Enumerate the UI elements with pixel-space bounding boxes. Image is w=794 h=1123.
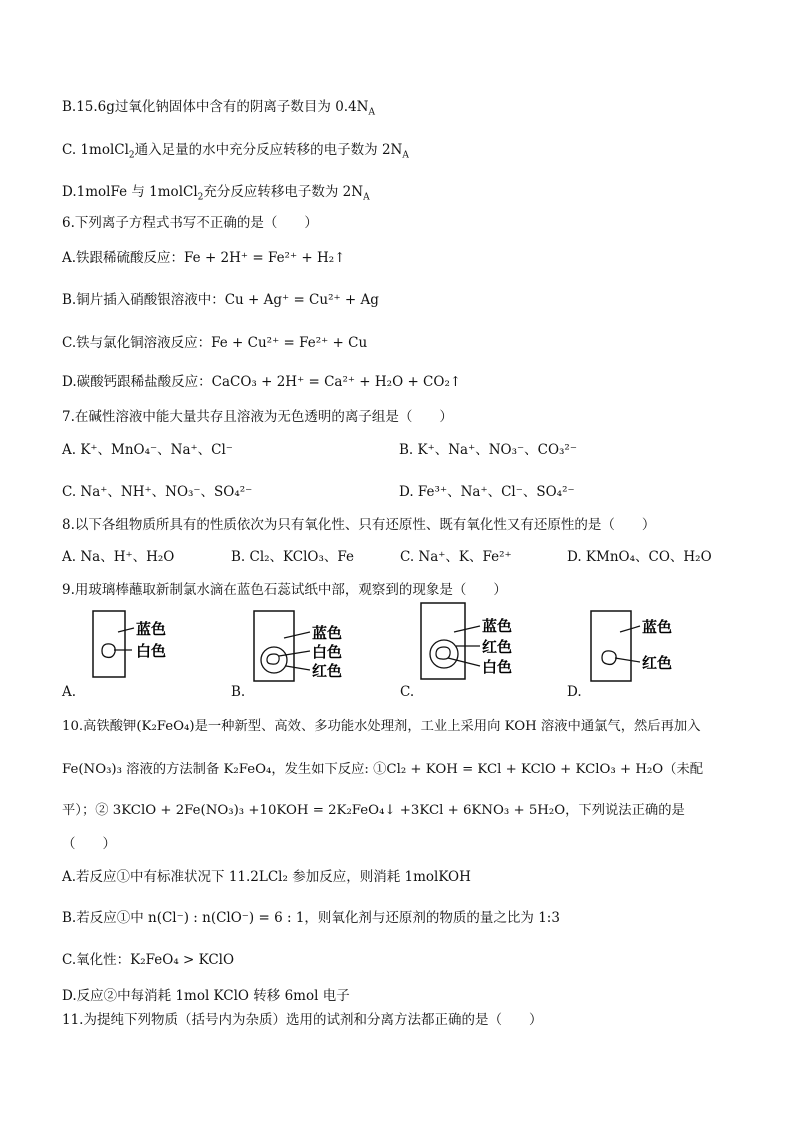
q6-option-c: C.铁与氯化铜溶液反应：Fe + Cu²⁺ = Fe²⁺ + Cu xyxy=(62,335,368,351)
q8-option-c: C. Na⁺、K、Fe²⁺ xyxy=(400,549,512,565)
test-paper-c xyxy=(420,602,530,682)
fig-c-label-2: 红色 xyxy=(482,638,513,656)
q6-stem: 6.下列离子方程式书写不正确的是（ ） xyxy=(62,215,318,231)
q7-option-a: A. K⁺、MnO₄⁻、Na⁺、Cl⁻ xyxy=(62,442,233,458)
q10-option-c: C.氧化性：K₂FeO₄ > KClO xyxy=(62,952,235,968)
q8-stem: 8.以下各组物质所具有的性质依次为只有氧化性、只有还原性、既有氧化性又有还原性的是（ ） xyxy=(62,517,656,533)
q10-stem-line1: 10.高铁酸钾(K₂FeO₄)是一种新型、高效、多功能水处理剂，工业上采用向 KOH 溶液中通氯气，然后再加入 xyxy=(62,719,701,734)
q9-figure-c xyxy=(420,602,530,682)
q8-option-a: A. Na、H⁺、H₂O xyxy=(62,549,175,565)
q9-stem: 9.用玻璃棒蘸取新制氯水滴在蓝色石蕊试纸中部，观察到的现象是（ ） xyxy=(62,582,507,598)
q11-stem: 11.为提纯下列物质（括号内为杂质）选用的试剂和分离方法都正确的是（ ） xyxy=(62,1012,543,1028)
q6-option-b: B.铜片插入硝酸银溶液中：Cu + Ag⁺ = Cu²⁺ + Ag xyxy=(62,292,379,308)
test-paper-d xyxy=(590,610,700,684)
q9-label-c: C. xyxy=(400,684,415,700)
fig-b-label-3: 红色 xyxy=(312,662,343,680)
fig-d-label-2: 红色 xyxy=(642,654,673,672)
q9-label-d: D. xyxy=(567,684,582,700)
q8-option-d: D. KMnO₄、CO、H₂O xyxy=(567,549,712,565)
q9-figure-d xyxy=(590,610,700,684)
q9-label-a: A. xyxy=(62,684,77,700)
fig-a-label-1: 蓝色 xyxy=(136,620,167,638)
q9-figure-a xyxy=(92,610,202,680)
q5-option-d: D.1molFe 与 1molCl$_2$充分反应转移电子数为 $2N_A$ xyxy=(62,184,370,203)
fig-b-label-1: 蓝色 xyxy=(312,624,343,642)
q5-option-c: C. 1molCl$_2$通入足量的水中充分反应转移的电子数为 $2N_A$ xyxy=(62,142,409,161)
q10-stem-line4: （ ） xyxy=(62,836,116,852)
q6-option-a: A.铁跟稀硫酸反应：Fe + 2H⁺ = Fe²⁺ + H₂↑ xyxy=(62,250,346,266)
q9-label-b: B. xyxy=(231,684,246,700)
q7-stem: 7.在碱性溶液中能大量共存且溶液为无色透明的离子组是（ ） xyxy=(62,409,453,425)
q8-option-b: B. Cl₂、KClO₃、Fe xyxy=(231,549,355,565)
fig-c-label-3: 白色 xyxy=(482,658,513,676)
q10-stem-line2: Fe(NO₃)₃ 溶液的方法制备 K₂FeO₄，发生如下反应: ①Cl₂ + KOH = KCl + KClO + KClO₃ + H₂O（未配 xyxy=(62,762,704,777)
q10-stem-line3: 平）；② 3KClO + 2Fe(NO₃)₃ +10KOH = 2K₂FeO₄↓ +3KCl + 6KNO₃ + 5H₂O，下列说法正确的是 xyxy=(62,803,685,818)
fig-c-label-1: 蓝色 xyxy=(482,617,513,635)
q6-option-d: D.碳酸钙跟稀盐酸反应：CaCO₃ + 2H⁺ = Ca²⁺ + H₂O + CO₂↑ xyxy=(62,374,462,390)
fig-a-label-2: 白色 xyxy=(136,642,167,660)
q10-option-d: D.反应②中每消耗 1mol KClO 转移 6mol 电子 xyxy=(62,988,350,1004)
q9-figure-b xyxy=(250,610,360,684)
fig-b-label-2: 白色 xyxy=(312,643,343,661)
q10-option-b: B.若反应①中 n(Cl⁻) : n(ClO⁻) = 6 : 1，则氧化剂与还原剂的物质的量之比为 1:3 xyxy=(62,910,560,926)
q7-option-b: B. K⁺、Na⁺、NO₃⁻、CO₃²⁻ xyxy=(399,442,577,458)
q5-option-b: B.15.6g过氧化钠固体中含有的阴离子数目为 $0.4N_A$ xyxy=(62,99,375,118)
test-paper-a xyxy=(92,610,202,680)
fig-d-label-1: 蓝色 xyxy=(642,618,673,636)
test-paper-b xyxy=(250,610,360,684)
q7-option-d: D. Fe³⁺、Na⁺、Cl⁻、SO₄²⁻ xyxy=(399,484,575,500)
q10-option-a: A.若反应①中有标准状况下 11.2LCl₂ 参加反应，则消耗 1molKOH xyxy=(62,869,471,885)
q7-option-c: C. Na⁺、NH⁺、NO₃⁻、SO₄²⁻ xyxy=(62,484,253,500)
